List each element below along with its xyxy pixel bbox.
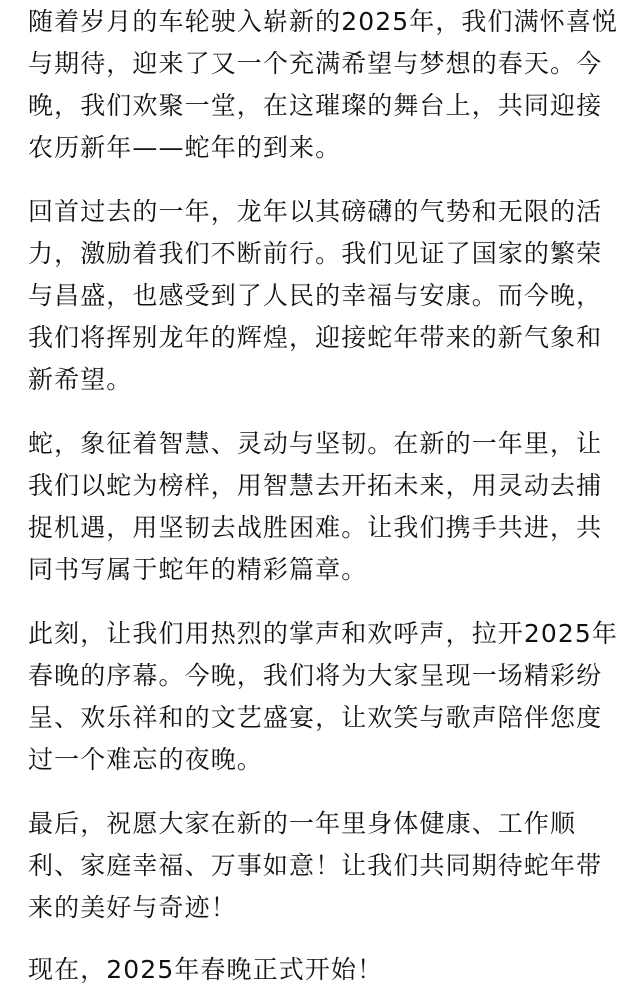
paragraph-line: 随着岁月的车轮驶入崭新的2025年，我们满怀喜悦: [28, 7, 619, 36]
paragraph-line: 现在，2025年春晚正式开始！: [28, 955, 384, 984]
paragraph-line: 我们以蛇为榜样，用智慧去开拓未来，用灵动去捕: [28, 471, 603, 500]
paragraph-spacer: [28, 169, 618, 191]
article-body: [28, 0, 618, 991]
paragraph-1: [28, 1, 618, 169]
paragraph-line: 与昌盛，也感受到了人民的幸福与安康。而今晚，: [28, 281, 603, 310]
paragraph-line: 来的美好与奇迹！: [28, 893, 237, 922]
paragraph-line: 新希望。: [28, 365, 133, 394]
paragraph-spacer: [28, 401, 618, 423]
paragraph-line: 此刻，让我们用热烈的掌声和欢呼声，拉开2025年: [28, 619, 619, 648]
paragraph-line: 呈、欢乐祥和的文艺盛宴，让欢笑与歌声陪伴您度: [28, 703, 603, 732]
paragraph-line: 我们将挥别龙年的辉煌，迎接蛇年带来的新气象和: [28, 323, 603, 352]
paragraph-line: 捉机遇，用坚韧去战胜困难。让我们携手共进，共: [28, 513, 603, 542]
paragraph-line: 最后，祝愿大家在新的一年里身体健康、工作顺: [28, 809, 577, 838]
paragraph-2: [28, 191, 618, 401]
paragraph-4: [28, 613, 618, 781]
paragraph-spacer: [28, 929, 618, 949]
paragraph-spacer: [28, 591, 618, 613]
paragraph-line: 回首过去的一年，龙年以其磅礴的气势和无限的活: [28, 197, 603, 226]
paragraph-line: 与期待，迎来了又一个充满希望与梦想的春天。今: [28, 49, 603, 78]
paragraph-line: 晚，我们欢聚一堂，在这璀璨的舞台上，共同迎接: [28, 91, 603, 120]
paragraph-line: 同书写属于蛇年的精彩篇章。: [28, 555, 368, 584]
paragraph-line: 力，激励着我们不断前行。我们见证了国家的繁荣: [28, 239, 603, 268]
paragraph-spacer: [28, 781, 618, 803]
paragraph-5: [28, 803, 618, 929]
paragraph-line: 蛇，象征着智慧、灵动与坚韧。在新的一年里，让: [28, 429, 603, 458]
paragraph-line: 过一个难忘的夜晚。: [28, 745, 263, 774]
paragraph-6: [28, 949, 618, 991]
paragraph-line: 利、家庭幸福、万事如意！让我们共同期待蛇年带: [28, 851, 603, 880]
paragraph-3: [28, 423, 618, 591]
paragraph-line: 农历新年——蛇年的到来。: [28, 133, 342, 162]
paragraph-line: 春晚的序幕。今晚，我们将为大家呈现一场精彩纷: [28, 661, 603, 690]
